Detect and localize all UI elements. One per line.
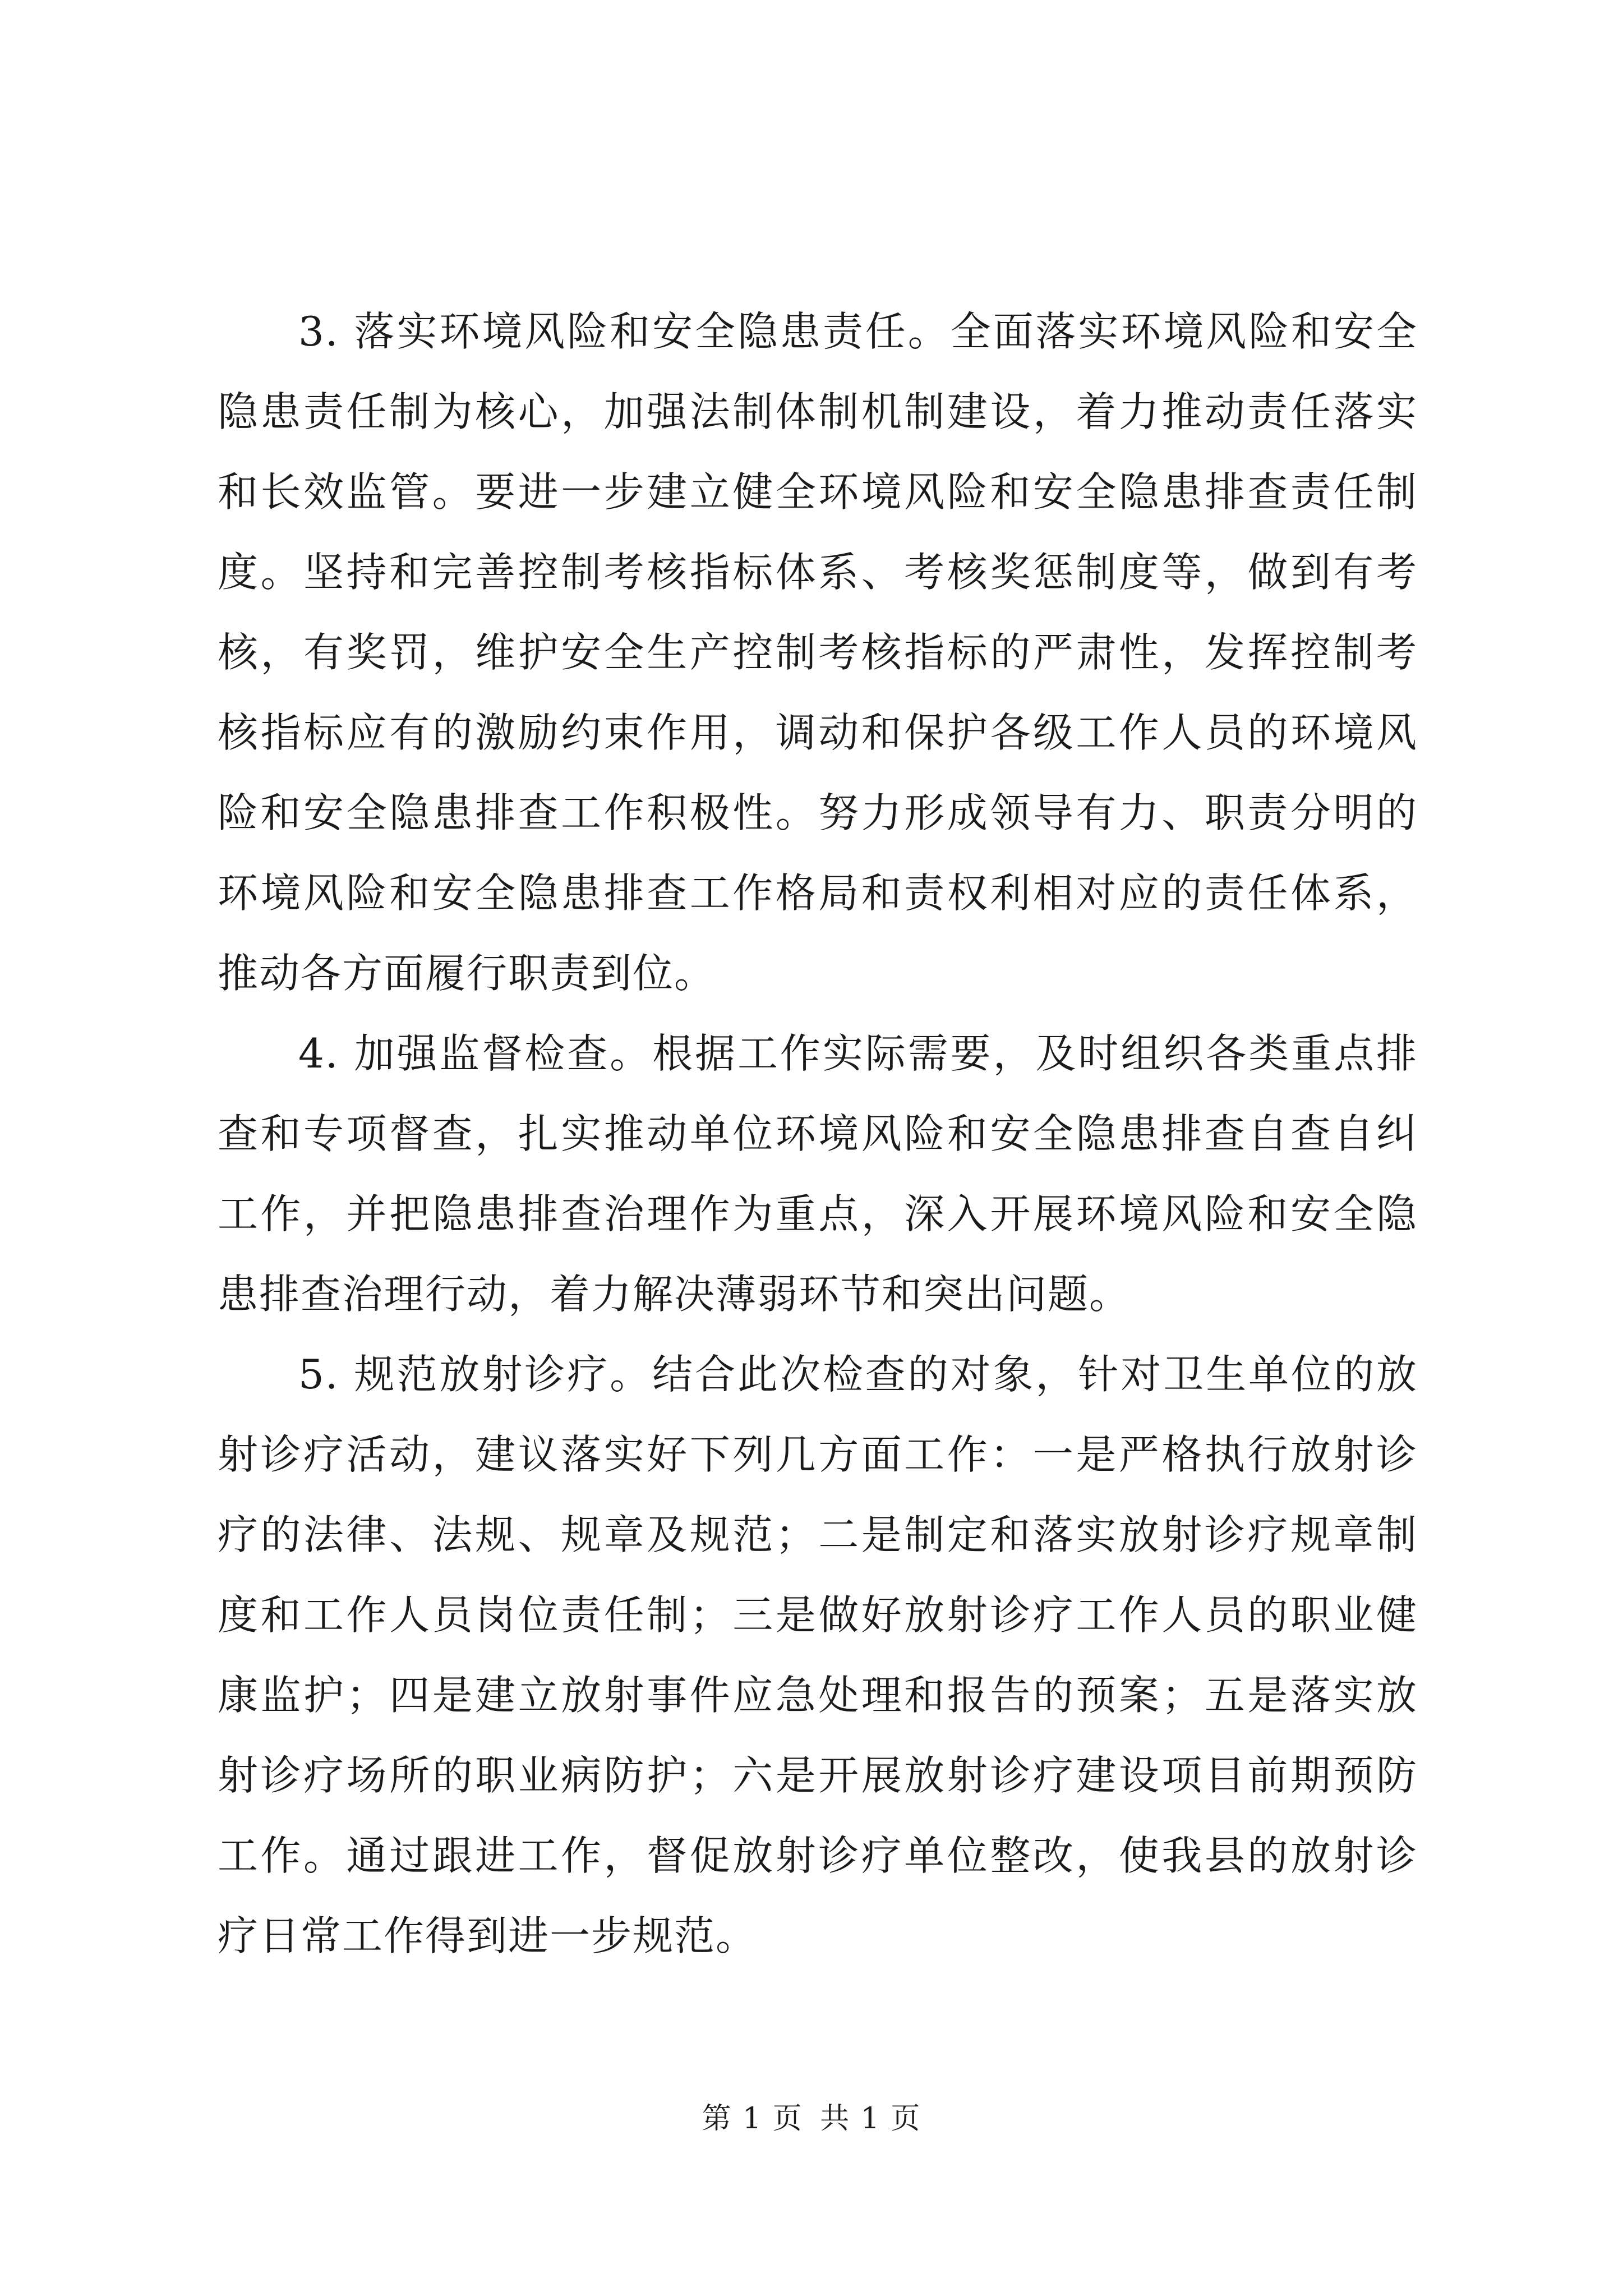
total-pages: 共 1 页 bbox=[820, 2102, 921, 2136]
page-number: 第 1 页 bbox=[702, 2102, 803, 2136]
paragraph-4: 4. 加强监督检查。根据工作实际需要，及时组织各类重点排查和专项督查，扎实推动单位环境风险和安全隐患排查自查自纠工作，并把隐患排查治理作为重点，深入开展环境风险和安全隐患排查治理行动，着力解决薄弱环节和突出问题。 bbox=[218, 1030, 1418, 1318]
document-body bbox=[218, 292, 1418, 1976]
paragraph-3: 3. 落实环境风险和安全隐患责任。全面落实环境风险和安全隐患责任制为核心，加强法制体制机制建设，着力推动责任落实和长效监管。要进一步建立健全环境风险和安全隐患排查责任制度。坚持和完善控制考核指标体系、考核奖惩制度等，做到有考核，有奖罚，维护安全生产控制考核指标的严肃性，发挥控制考核指标应有的激励约束作用，调动和保护各级工作人员的环境风险和安全隐患排查工作积极性。努力形成领导有力、职责分明的环境风险和安全隐患排查工作格局和责权利相对应的责任体系，推动各方面履行职责到位。 bbox=[218, 308, 1418, 997]
page-footer bbox=[0, 2099, 1623, 2138]
paragraph-5: 5. 规范放射诊疗。结合此次检查的对象，针对卫生单位的放射诊疗活动，建议落实好下列几方面工作：一是严格执行放射诊疗的法律、法规、规章及规范；二是制定和落实放射诊疗规章制度和工作人员岗位责任制；三是做好放射诊疗工作人员的职业健康监护；四是建立放射事件应急处理和报告的预案；五是落实放射诊疗场所的职业病防护；六是开展放射诊疗建设项目前期预防工作。通过跟进工作，督促放射诊疗单位整改，使我县的放射诊疗日常工作得到进一步规范。 bbox=[218, 1351, 1418, 1959]
